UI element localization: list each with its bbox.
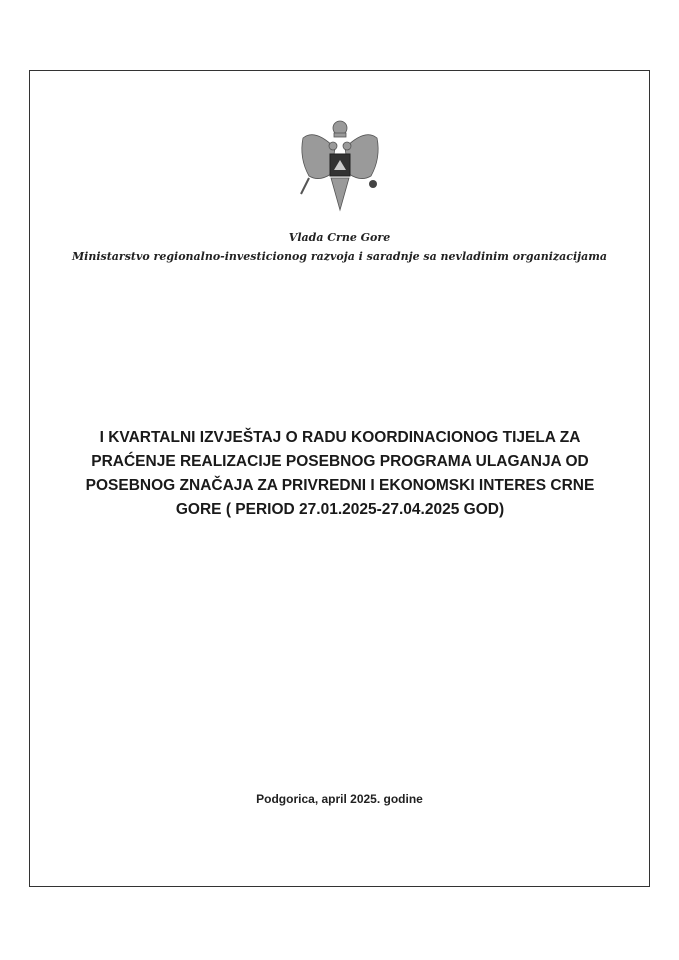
- place-date: Podgorica, april 2025. godine: [256, 792, 423, 806]
- government-name: Vlada Crne Gore: [288, 231, 391, 244]
- montenegro-coat-of-arms-icon: [295, 118, 385, 214]
- report-title: [70, 426, 610, 522]
- title-line: POSEBNOG ZNAČAJA ZA PRIVREDNI I EKONOMSKI INTERES CRNE: [85, 477, 595, 494]
- title-line: GORE ( PERIOD 27.01.2025-27.04.2025 GOD): [175, 501, 505, 518]
- ministry-name: Ministarstvo regionalno-investicionog razvoja i saradnje sa nevladinim organizacijama: [71, 250, 608, 263]
- title-line: I KVARTALNI IZVJEŠTAJ O RADU KOORDINACIONOG TIJELA ZA: [99, 429, 581, 446]
- title-line: PRAĆENJE REALIZACIJE POSEBNOG PROGRAMA ULAGANJA OD: [91, 453, 589, 470]
